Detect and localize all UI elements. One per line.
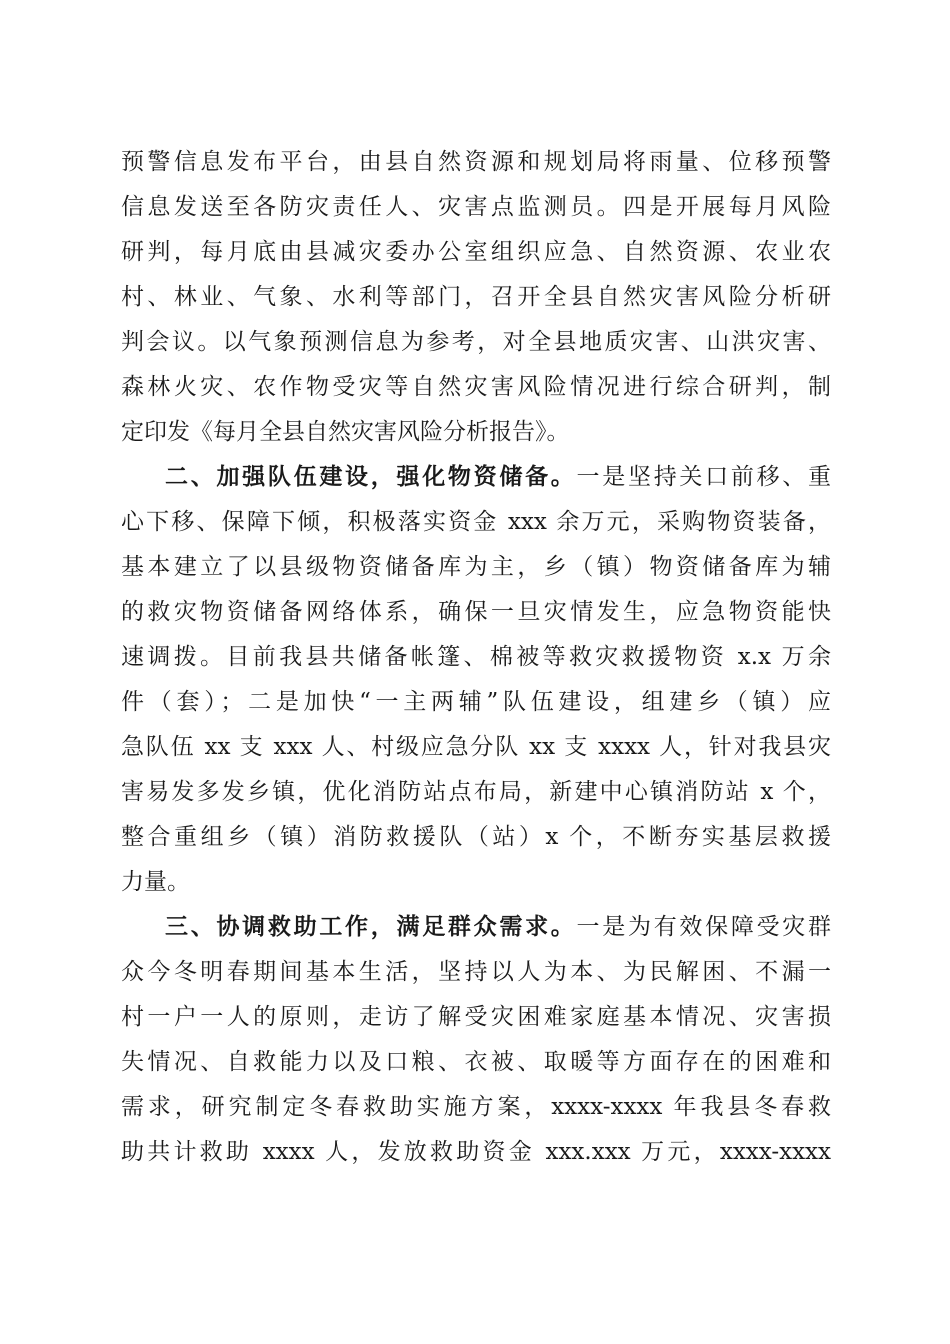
paragraph-line: 害易发多发乡镇，优化消防站点布局，新建中心镇消防站 x 个， [121,779,831,805]
section-first-line-text: 一是坚持关口前移、重 [576,464,832,490]
paragraph-line: 的救灾物资储备网络体系，确保一旦灾情发生，应急物资能快 [121,599,831,625]
section-heading: 二、加强队伍建设，强化物资储备。 [165,464,577,490]
paragraph-line: 村一户一人的原则，走访了解受灾困难家庭基本情况、灾害损 [121,1004,831,1030]
paragraph-line: 定印发《每月全县自然灾害风险分析报告》。 [121,419,570,445]
section-heading: 三、协调救助工作，满足群众需求。 [165,914,577,940]
paragraph-line: 信息发送至各防灾责任人、灾害点监测员。四是开展每月风险 [121,194,831,220]
paragraph-line: 力量。 [121,869,190,895]
paragraph-line: 速调拨。目前我县共储备帐篷、棉被等救灾救援物资 x.x 万余 [121,644,831,670]
paragraph-line: 助共计救助 xxxx 人，发放救助资金 xxx.xxx 万元，xxxx-xxxx [121,1139,831,1165]
paragraph-line: 需求，研究制定冬春救助实施方案，xxxx-xxxx 年我县冬春救 [121,1094,831,1120]
paragraph-line: 件（套）；二是加快“一主两辅”队伍建设，组建乡（镇）应 [121,689,831,715]
paragraph-line: 整合重组乡（镇）消防救援队（站）x 个，不断夯实基层救援 [121,824,831,850]
paragraph-line: 急队伍 xx 支 xxx 人、村级应急分队 xx 支 xxxx 人，针对我县灾 [121,734,831,760]
paragraph-line: 村、林业、气象、水利等部门，召开全县自然灾害风险分析研 [121,284,831,310]
paragraph-line: 失情况、自救能力以及口粮、衣被、取暖等方面存在的困难和 [121,1049,831,1075]
paragraph-line: 预警信息发布平台，由县自然资源和规划局将雨量、位移预警 [121,149,831,175]
paragraph-line: 判会议。以气象预测信息为参考，对全县地质灾害、山洪灾害、 [121,329,831,355]
section-first-line [165,907,831,947]
paragraph-line: 研判，每月底由县减灾委办公室组织应急、自然资源、农业农 [121,239,831,265]
paragraph-line: 森林火灾、农作物受灾等自然灾害风险情况进行综合研判，制 [121,374,831,400]
paragraph-line: 心下移、保障下倾，积极落实资金 xxx 余万元，采购物资装备， [121,509,831,535]
section-first-line [165,457,831,497]
paragraph-line: 基本建立了以县级物资储备库为主，乡（镇）物资储备库为辅 [121,554,831,580]
section-first-line-text: 一是为有效保障受灾群 [576,914,832,940]
paragraph-line: 众今冬明春期间基本生活，坚持以人为本、为民解困、不漏一 [121,959,831,985]
